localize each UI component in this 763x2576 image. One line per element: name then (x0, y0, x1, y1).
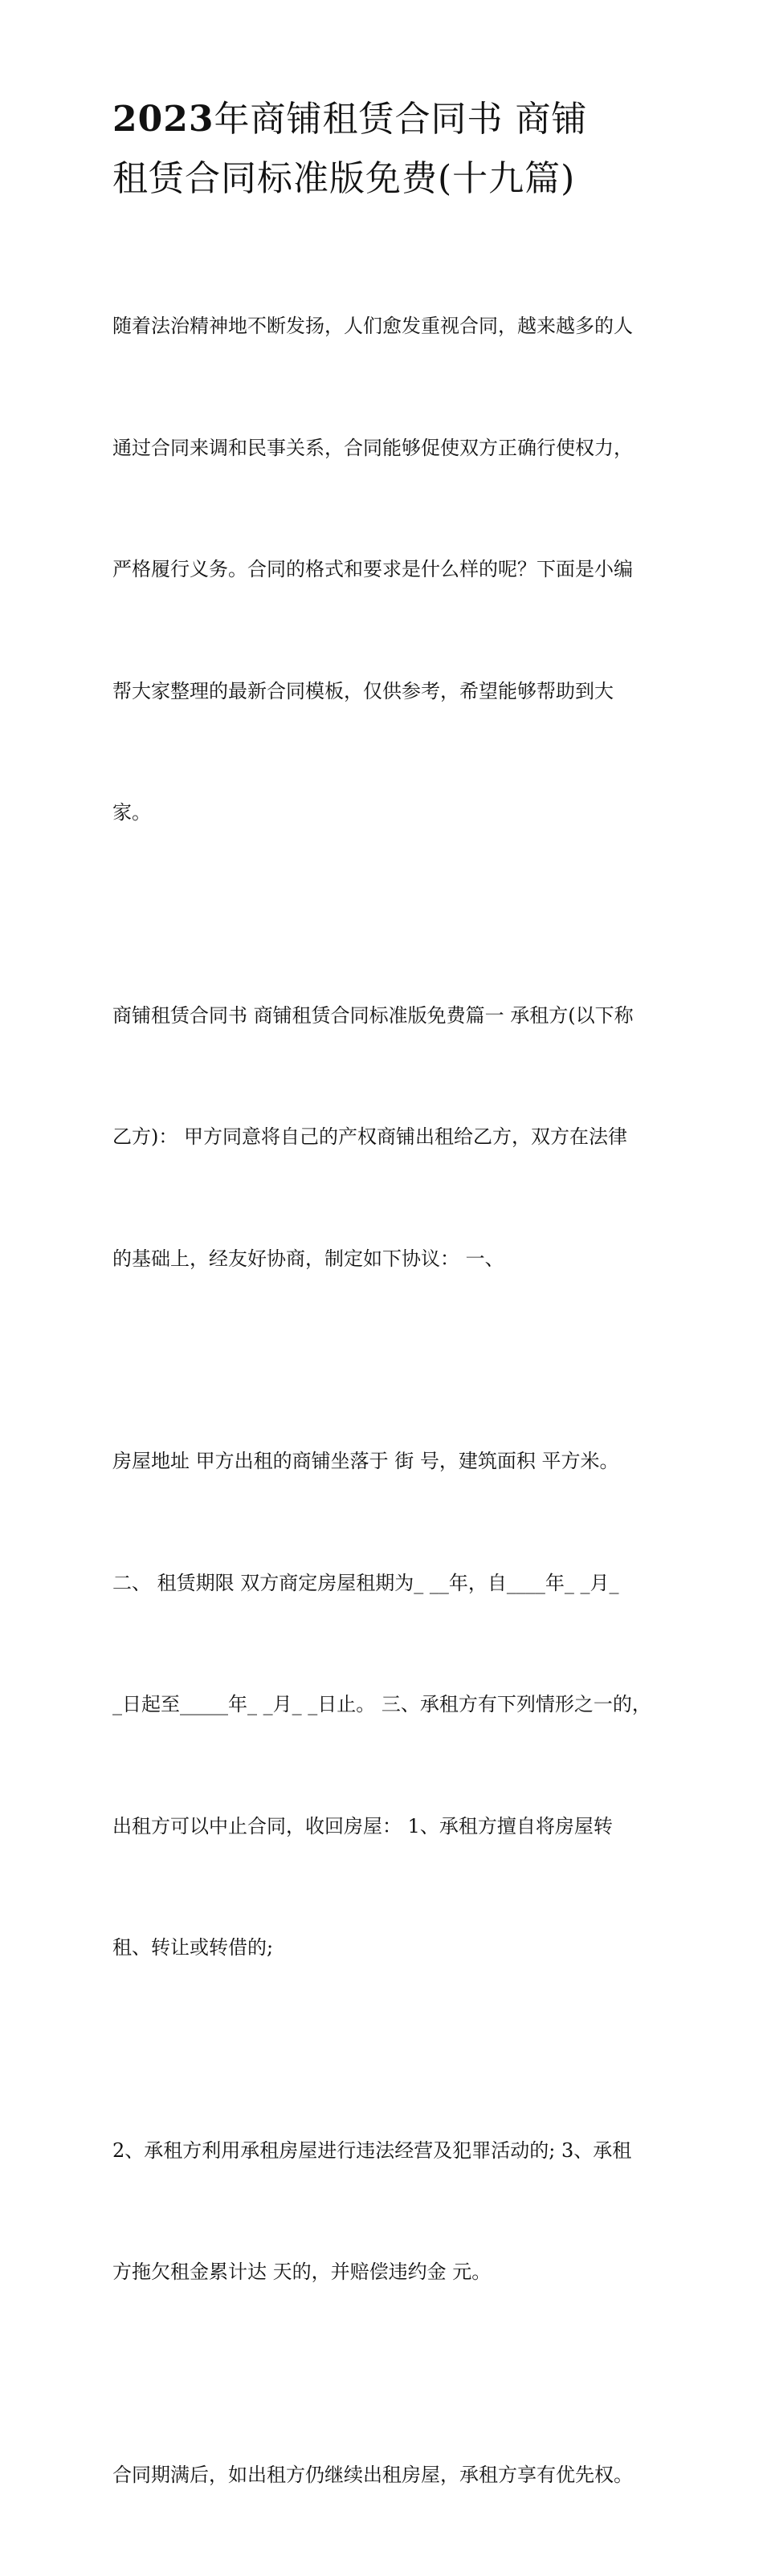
paragraph-line: 方拖欠租金累计达 天的，并赔偿违约金 元。 (112, 2252, 659, 2293)
paragraph-line: _日起至_____年_ _月_ _日止。 三、承租方有下列情形之一的， (112, 1684, 659, 1725)
paragraph-line: 出租方可以中止合同，收回房屋： 1、承租方擅自将房屋转 (112, 1806, 659, 1847)
paragraph-line: 严格履行义务。合同的格式和要求是什么样的呢？下面是小编 (112, 549, 659, 590)
paragraph-line: 帮大家整理的最新合同模板，仅供参考，希望能够帮助到大 (112, 671, 659, 712)
paragraph-line: 的基础上，经友好协商，制定如下协议： 一、 (112, 1239, 659, 1280)
title-line-1-text: 年商铺租赁合同书 商铺 (214, 99, 587, 140)
document-page (0, 0, 763, 987)
paragraph-line: 合同期满后，如出租方仍继续出租房屋，承租方享有优先权。 (112, 2455, 659, 2496)
paragraph-line: 二、 租赁期限 双方商定房屋租期为_ __年，自____年_ _月_ (112, 1563, 659, 1604)
paragraph-line: 商铺租赁合同书 商铺租赁合同标准版免费篇一 承租方(以下称 (112, 995, 659, 1036)
paragraph-line: 乙方)： 甲方同意将自己的产权商铺出租给乙方，双方在法律 (112, 1117, 659, 1158)
paragraph-line: 租、转让或转借的; (112, 1927, 659, 1968)
paragraph-line: 随着法治精神地不断发扬，人们愈发重视合同，越来越多的人 (112, 306, 659, 347)
paragraph-line: 家。 (112, 792, 659, 833)
title-year: 2023 (112, 99, 214, 140)
house-address-paragraph (112, 1360, 659, 2049)
title-line-2: 租赁合同标准版免费(十九篇) (112, 149, 659, 209)
document-content (112, 90, 659, 2576)
paragraph-line: 通过合同来调和民事关系，合同能够促使双方正确行使权力， (112, 428, 659, 469)
paragraph-line: 房屋地址 甲方出租的商铺坐落于 街 号，建筑面积 平方米。 (112, 1441, 659, 1482)
section-one-paragraph (112, 914, 659, 1361)
title-line-1 (112, 90, 659, 149)
renewal-paragraph (112, 2374, 659, 2576)
document-title (112, 90, 659, 209)
intro-paragraph (112, 225, 659, 914)
paragraph-line: 2、承租方利用承租房屋进行违法经营及犯罪活动的; 3、承租 (112, 2130, 659, 2171)
violations-paragraph (112, 2049, 659, 2374)
